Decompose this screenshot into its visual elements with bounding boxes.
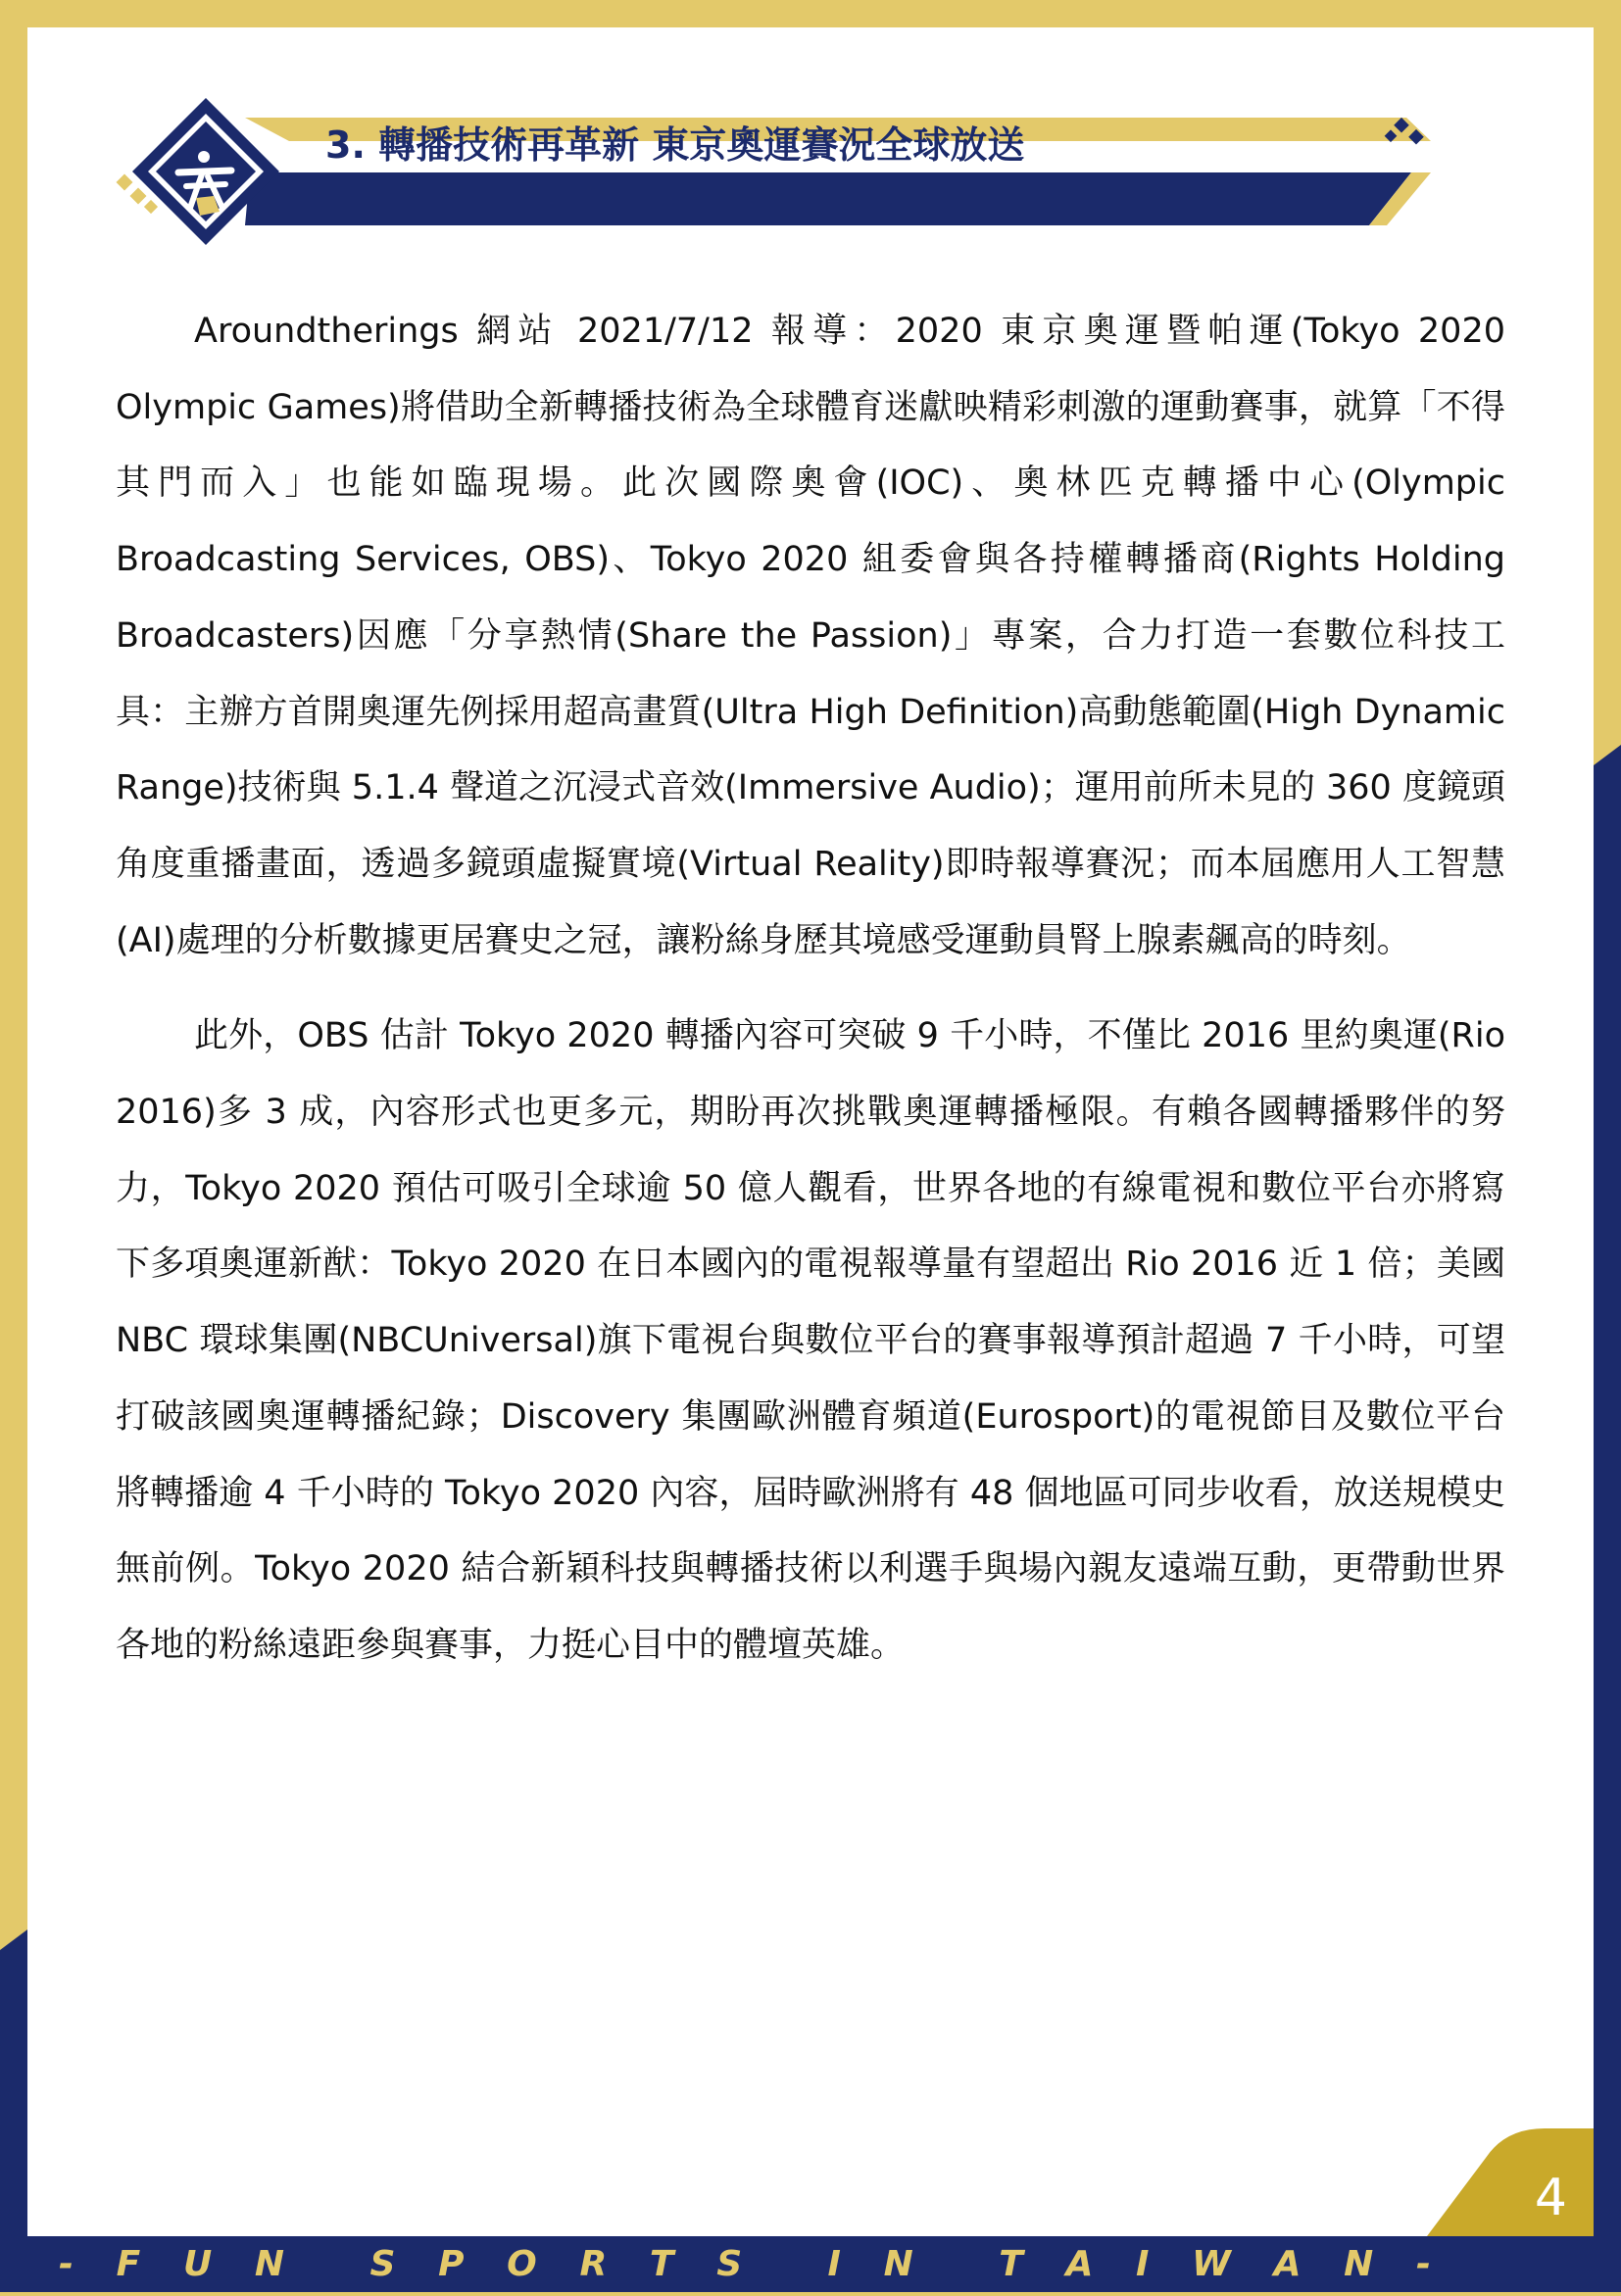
footer-letter: A [1065, 2244, 1094, 2284]
paragraph: Aroundtherings 網站 2021/7/12 報導：2020 東京奧運暨帕運(Tokyo 2020 Olympic Games)將借助全新轉播技術為全球體育迷獻映精彩刺激的運動賽事，就算「不得其門而入」也能如臨現場。此次國際奧會(IOC)、奧林匹克轉播中心(Olympic Broadcasting Services, OBS)、Tokyo 2020 組委會與各持權轉播商(Rights Holding Broadcasters)因應「分享熱情(Share the Passion)」專案，合力打造一套數位科技工具：主辦方首開奧運先例採用超高畫質(Ultra High Definition)高動態範圍(High Dynamic Range)技術與 5.1.4 聲道之沉浸式音效(Immersive Audio)；運用前所未見的 360 度鏡頭角度重播畫面，透過多鏡頭虛擬實境(Virtual Reality)即時報導賽況；而本屆應用人工智慧(AI)處理的分析數據更居賽史之冠，讓粉絲身歷其境感受運動員腎上腺素飆高的時刻。 [116, 312, 1505, 960]
footer-letter: P [438, 2244, 465, 2284]
footer-letter: S [716, 2244, 743, 2284]
footer-letter: I [1136, 2244, 1150, 2284]
footer-letter: R [579, 2244, 608, 2284]
page-number: 4 [1534, 2169, 1567, 2227]
footer-letter: I [827, 2244, 841, 2284]
footer-letter: F [116, 2244, 141, 2284]
footer-letter: T [649, 2244, 674, 2284]
footer-letter: - [59, 2244, 74, 2284]
footer-letter: N [1344, 2244, 1374, 2284]
footer-letter: - [1415, 2244, 1431, 2284]
footer-letter: U [182, 2244, 213, 2284]
paragraph: 此外，OBS 估計 Tokyo 2020 轉播內容可突破 9 千小時，不僅比 2016 里約奧運(Rio 2016)多 3 成，內容形式也更多元，期盼再次挑戰奧運轉播極限。有賴各國轉播夥伴的努力，Tokyo 2020 預估可吸引全球逾 50 億人觀看，世界各地的有線電視和數位平台亦將寫下多項奧運新猷：Tokyo 2020 在日本國內的電視報導量有望超出 Rio 2016 近 1 倍；美國 NBC 環球集團(NBCUniversal)旗下電視台與數位平台的賽事報導預計超過 7 千小時，可望打破該國奧運轉播紀錄；Discovery 集團歐洲體育頻道(Eurosport)的電視節目及數位平台將轉播逾 4 千小時的 Tokyo 2020 內容，屆時歐洲將有 48 個地區可同步收看，放送規模史無前例。Tokyo 2020 結合新穎科技與轉播技術以利選手與場內親友遠端互動，更帶動世界各地的粉絲遠距參與賽事，力挺心目中的體壇英雄。 [116, 1016, 1505, 1665]
section-title: 3. 轉播技術再革新 東京奧運賽況全球放送 [325, 123, 1025, 167]
footer-letter: N [254, 2244, 285, 2284]
footer-letter: S [369, 2244, 396, 2284]
footer-letter: T [999, 2244, 1023, 2284]
footer-letter: N [883, 2244, 913, 2284]
article-body [116, 294, 1505, 1704]
page-number-tab [1427, 2128, 1594, 2236]
footer-tagline [59, 2242, 1431, 2286]
footer-letter: W [1192, 2244, 1231, 2284]
stylized-athlete-logo-icon [157, 137, 255, 235]
footer-letter: A [1273, 2244, 1302, 2284]
footer-letter: O [507, 2244, 537, 2284]
